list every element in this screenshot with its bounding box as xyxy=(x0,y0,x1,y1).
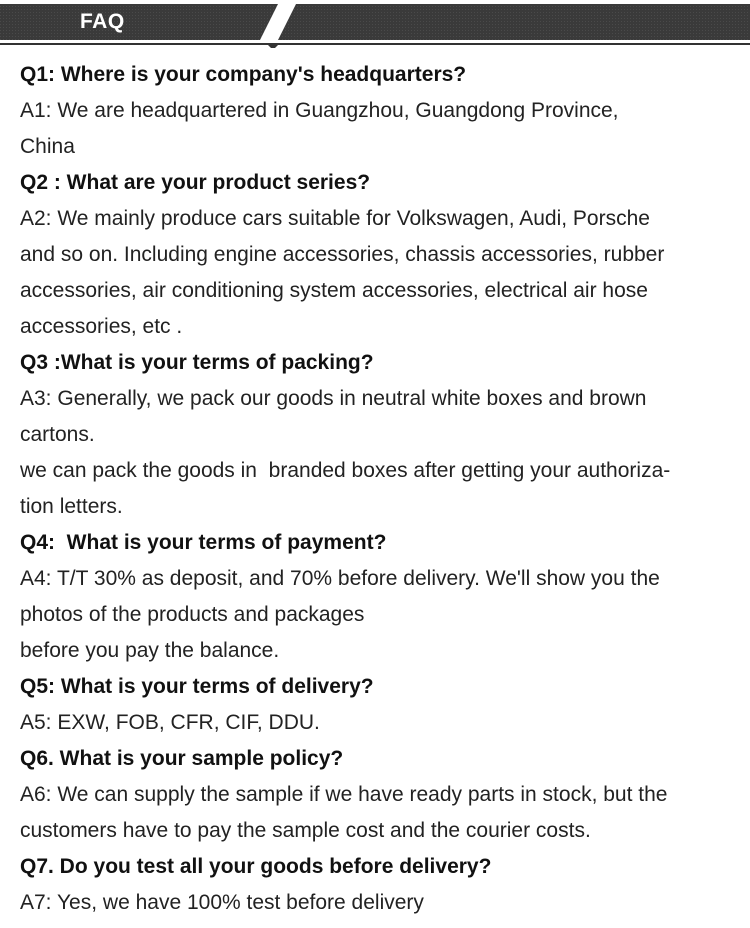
header-title: FAQ xyxy=(80,10,125,33)
answer-7-line-1: A7: Yes, we have 100% test before delivery xyxy=(20,891,424,914)
faq-header xyxy=(0,0,750,48)
answer-3-line-1: A3: Generally, we pack our goods in neutral white boxes and brown xyxy=(20,387,647,410)
answer-3-line-4: tion letters. xyxy=(20,495,123,518)
question-7: Q7. Do you test all your goods before delivery? xyxy=(20,855,492,878)
answer-5-line-1: A5: EXW, FOB, CFR, CIF, DDU. xyxy=(20,711,320,734)
answer-1-line-2: China xyxy=(20,135,75,158)
answer-4-line-3: before you pay the balance. xyxy=(20,639,280,662)
question-4: Q4: What is your terms of payment? xyxy=(20,531,387,554)
question-5: Q5: What is your terms of delivery? xyxy=(20,675,374,698)
question-3: Q3 :What is your terms of packing? xyxy=(20,351,374,374)
faq-item-7 xyxy=(20,849,742,921)
answer-1-line-1: A1: We are headquartered in Guangzhou, Guangdong Province, xyxy=(20,99,619,122)
answer-3-line-3: we can pack the goods in branded boxes after getting your authoriza- xyxy=(20,459,671,482)
answer-3-line-2: cartons. xyxy=(20,423,95,446)
answer-6-line-1: A6: We can supply the sample if we have ready parts in stock, but the xyxy=(20,783,668,806)
faq-item-4 xyxy=(20,525,742,669)
answer-4-line-2: photos of the products and packages xyxy=(20,603,365,626)
faq-item-3 xyxy=(20,345,742,525)
faq-item-2 xyxy=(20,165,742,345)
faq-list xyxy=(20,57,742,921)
answer-2-line-1: A2: We mainly produce cars suitable for Volkswagen, Audi, Porsche xyxy=(20,207,650,230)
question-1: Q1: Where is your company's headquarters? xyxy=(20,63,467,86)
answer-2-line-2: and so on. Including engine accessories, chassis accessories, rubber xyxy=(20,243,665,266)
answer-6-line-2: customers have to pay the sample cost and the courier costs. xyxy=(20,819,591,842)
faq-item-6 xyxy=(20,741,742,849)
faq-item-1 xyxy=(20,57,742,165)
answer-2-line-3: accessories, air conditioning system accessories, electrical air hose xyxy=(20,279,648,302)
question-6: Q6. What is your sample policy? xyxy=(20,747,344,770)
faq-item-5 xyxy=(20,669,742,741)
question-2: Q2 : What are your product series? xyxy=(20,171,371,194)
answer-2-line-4: accessories, etc . xyxy=(20,315,183,338)
answer-4-line-1: A4: T/T 30% as deposit, and 70% before delivery. We'll show you the xyxy=(20,567,660,590)
